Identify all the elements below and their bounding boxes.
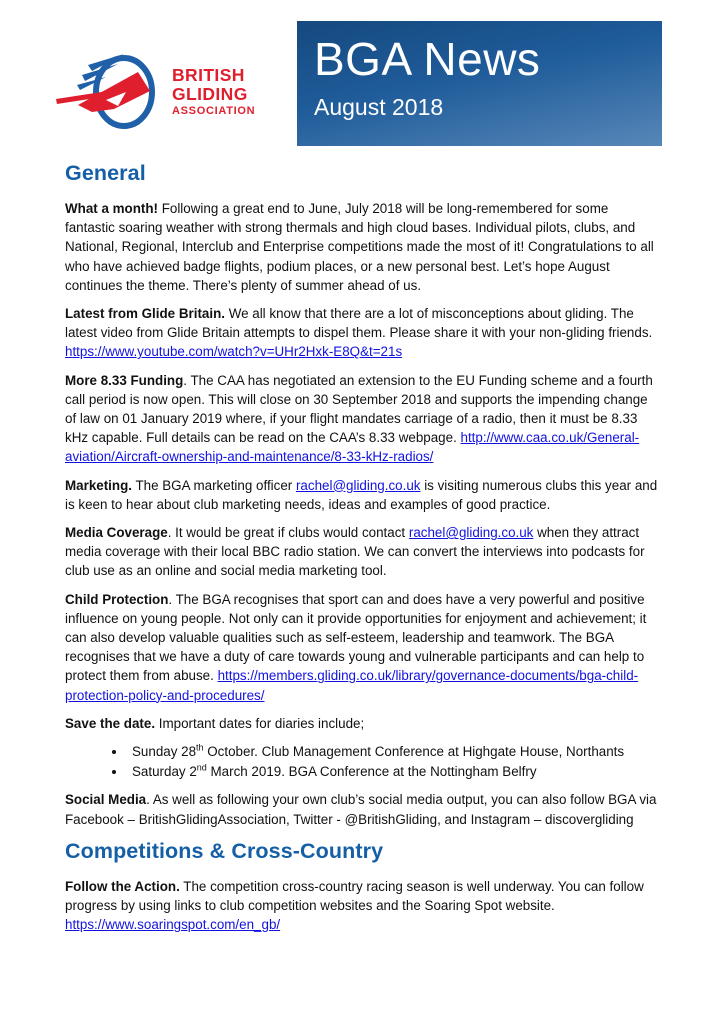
para-marketing (65, 476, 660, 514)
para-text: Important dates for diaries include; (155, 715, 365, 731)
youtube-video-link[interactable]: https://www.youtube.com/watch?v=UHr2Hxk-E8Q&t=21s (65, 344, 403, 360)
header (0, 0, 724, 160)
date-text: March 2019. BGA Conference at the Nottingham Belfry (206, 764, 537, 780)
rachel-email-link[interactable]: rachel@gliding.co.uk (295, 477, 421, 493)
para-follow-the-action (65, 877, 660, 935)
dates-list (65, 742, 660, 781)
logo-word-british: BRITISH (172, 65, 245, 85)
para-lead: Save the date. (65, 715, 156, 731)
para-glide-britain (65, 304, 660, 362)
para-text: . The CAA has negotiated an extension to the EU Funding scheme and a fourth call period is now open. This will close on 30 September 2018 and supports the impending change of law on 01 January 2019 where, if your flight mandates carriage of a radio, then it must be 8.33 kHz capable. Full details can be read on the CAA’s 8.33 webpage. (65, 372, 653, 446)
logo-word-association: ASSOCIATION (172, 105, 256, 117)
date-text: Sunday 28 (132, 744, 197, 760)
section-heading-competitions: Competitions & Cross-Country (65, 838, 384, 863)
para-text: . As well as following your own club’s social media output, you can also follow BGA via Facebook – BritishGlidingAssociation, Twitter - @BritishGliding, and Instagram – discovergliding (65, 792, 657, 827)
para-social-media (65, 790, 660, 828)
para-text: We all know that there are a lot of misconceptions about gliding. The latest video from Glide Britain attempts to dispel them. Please share it with your non-gliding friends. (65, 306, 653, 341)
section-heading-general: General (65, 161, 146, 185)
ordinal-suffix: nd (196, 762, 207, 773)
date-text: Saturday 2 (132, 764, 197, 780)
para-lead: Follow the Action. (65, 878, 180, 894)
list-item-club-management-conference (127, 742, 660, 761)
document-body (65, 160, 660, 935)
para-media-coverage (65, 523, 660, 581)
para-text: The competition cross-country racing season is well underway. You can follow progress by using links to club competition websites and the Soaring Spot website. (65, 878, 644, 914)
bga-glider-icon (56, 44, 168, 140)
para-lead: Child Protection (65, 591, 169, 607)
newsletter-date: August 2018 (314, 94, 444, 120)
para-child-protection (65, 590, 660, 705)
para-lead: Marketing. (65, 477, 132, 493)
para-text: is visiting numerous clubs this year and is keen to hear about club marketing needs, ideas and examples of good practice. (65, 477, 658, 512)
child-protection-policy-link[interactable]: https://members.gliding.co.uk/library/governance-documents/bga-child-protection-policy-and-procedures/ (65, 668, 639, 703)
para-text: when they attract media coverage with their local BBC radio station. We can convert the interviews into podcasts for club use as an online and social media marketing tool. (65, 525, 645, 579)
para-what-a-month (65, 199, 660, 295)
para-text: The BGA marketing officer (131, 477, 296, 493)
list-item-bga-conference (127, 762, 660, 781)
para-833-funding (65, 371, 660, 467)
newsletter-title: BGA News (314, 33, 541, 85)
date-text: October. Club Management Conference at Highgate House, Northants (203, 744, 625, 760)
bga-logo (56, 44, 255, 140)
para-text: . The BGA recognises that sport can and does have a very powerful and positive influence on young people. Not only can it provide opportunities for enjoyment and achievement; it can also develop valuable qualities such as self-esteem, leadership and teamwork. The BGA recognises that we have a duty of care towards young and vulnerable participants and can help to protect them from abuse. (65, 591, 647, 684)
logo-text (172, 66, 255, 118)
para-text: . It would be great if clubs would contact (167, 525, 409, 541)
soaring-spot-link[interactable]: https://www.soaringspot.com/en_gb/ (65, 917, 281, 933)
para-lead: Social Media (65, 792, 147, 808)
rachel-email-link[interactable]: rachel@gliding.co.uk (408, 525, 534, 541)
para-save-the-date (65, 714, 660, 733)
logo-word-gliding: GLIDING (172, 84, 248, 104)
ordinal-suffix: th (196, 742, 204, 753)
masthead-banner (297, 21, 662, 146)
para-lead: More 8.33 Funding (65, 372, 184, 388)
para-lead: Latest from Glide Britain. (65, 306, 225, 322)
para-lead: What a month! (65, 201, 158, 216)
caa-833-link[interactable]: http://www.caa.co.uk/General-aviation/Aircraft-ownership-and-maintenance/8-33-kHz-radios/ (65, 430, 640, 465)
para-text: Following a great end to June, July 2018 will be long-remembered for some fantastic soaring weather with strong thermals and high cloud bases. Individual pilots, clubs, and National, Regional, Interclub and Enterprise competitions made the most of it! Congratulations to all who have achieved badge flights, podium places, or a new personal best. Let’s hope August continues the theme. There’s plenty of summer ahead of us. (65, 201, 654, 293)
para-lead: Media Coverage (65, 525, 168, 541)
